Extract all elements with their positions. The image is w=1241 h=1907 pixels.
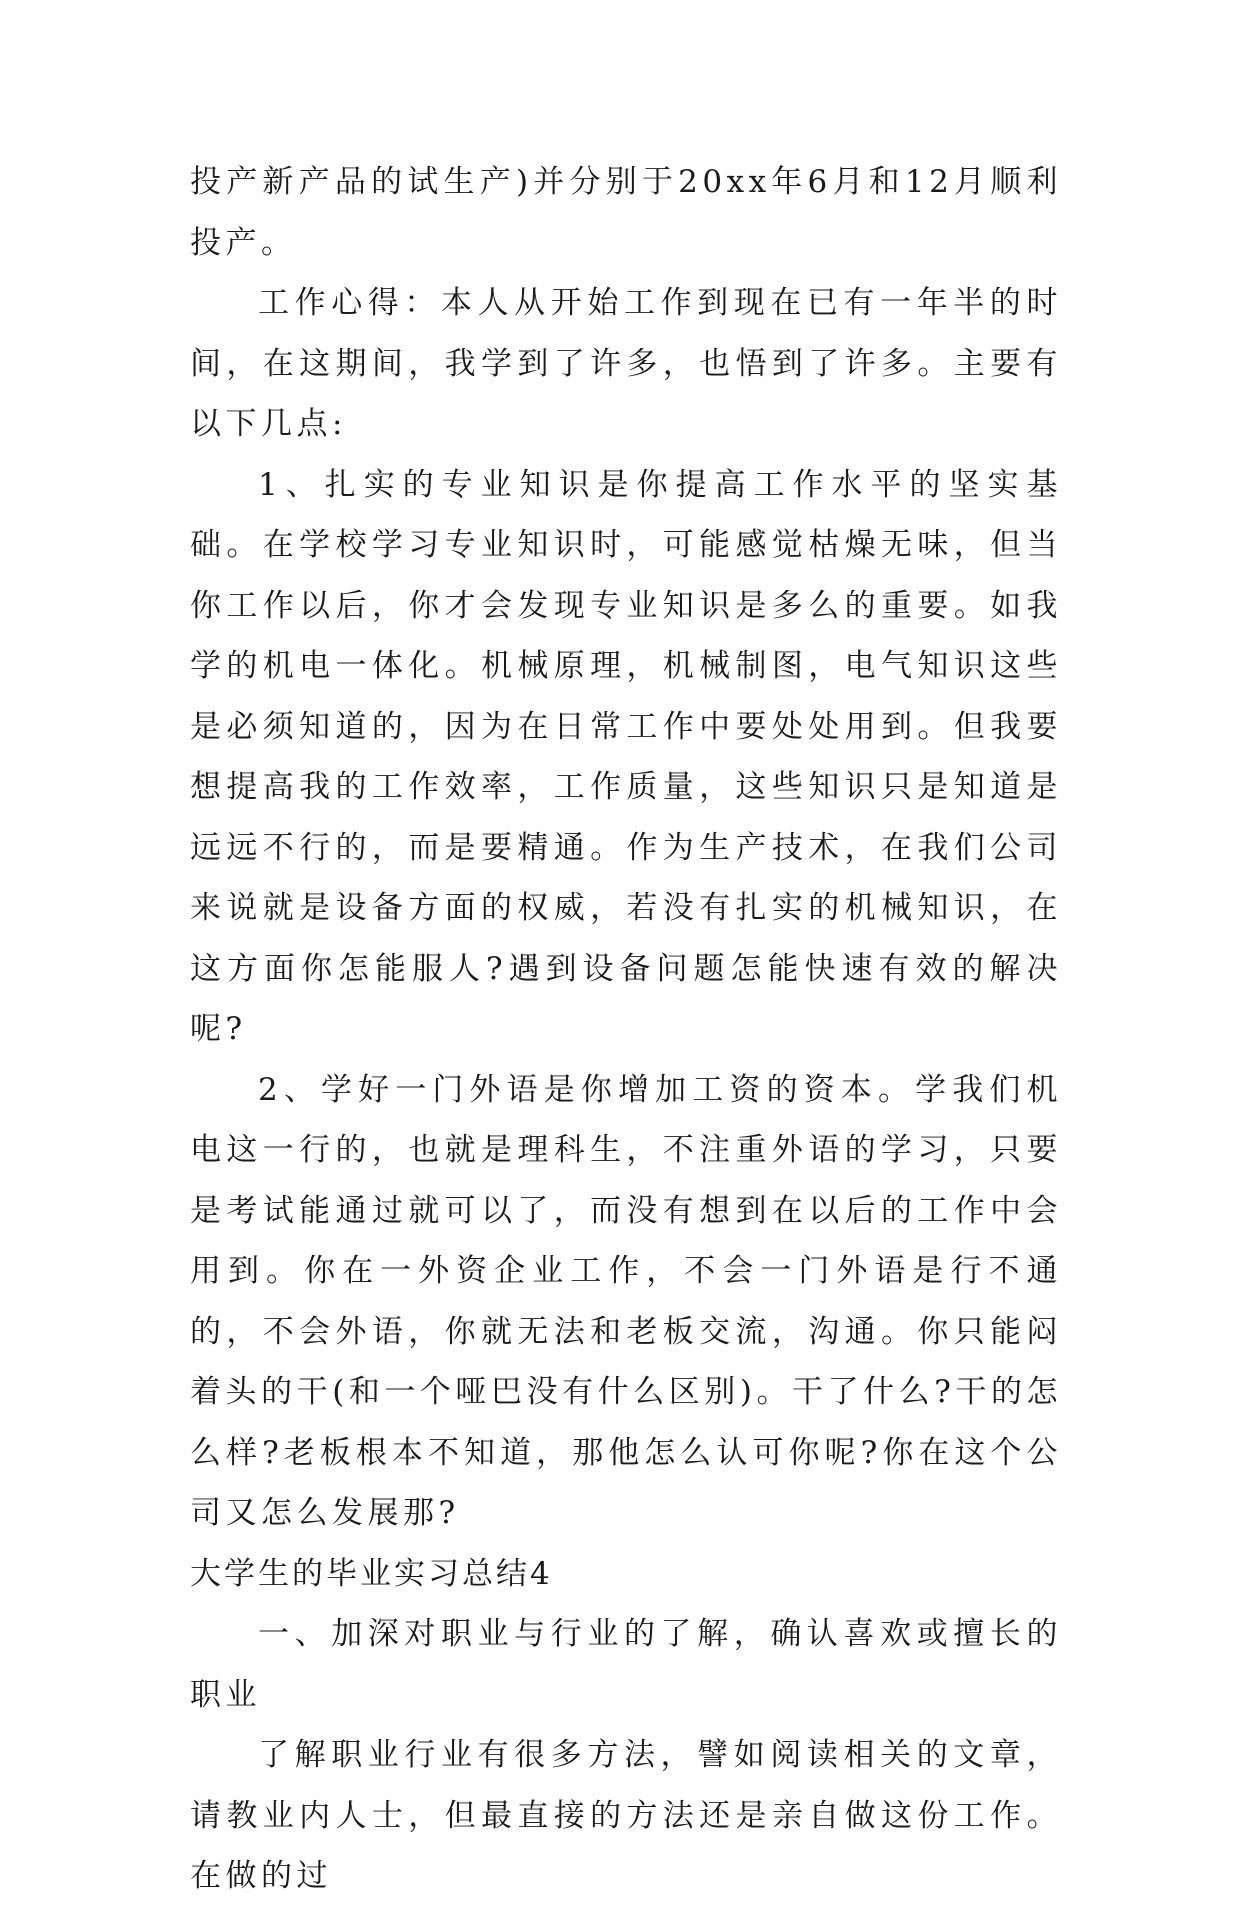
paragraph-point-1: 1、扎实的专业知识是你提高工作水平的坚实基础。在学校学习专业知识时，可能感觉枯燥无味，但当你工作以后，你才会发现专业知识是多么的重要。如我学的机电一体化。机械原理，机械制图，电气知识这些是必须知道的，因为在日常工作中要处处用到。但我要想提高我的工作效率，工作质量，这些知识只是知道是远远不行的，而是要精通。作为生产技术，在我们公司来说就是设备方面的权威，若没有扎实的机械知识，在这方面你怎能服人?遇到设备问题怎能快速有效的解决呢? (190, 466, 1062, 1047)
section-subheading: 一、加深对职业与行业的了解，确认喜欢或擅长的职业 (190, 1616, 1062, 1713)
paragraph-point-2: 2、学好一门外语是你增加工资的资本。学我们机电这一行的，也就是理科生，不注重外语的学习，只要是考试能通过就可以了，而没有想到在以后的工作中会用到。你在一外资企业工作，不会一门外语是行不通的，不会外语，你就无法和老板交流，沟通。你只能闷着头的干(和一个哑巴没有什么区别)。干了什么?干的怎么样?老板根本不知道，那他怎么认可你呢?你在这个公司又怎么发展那? (190, 1071, 1062, 1531)
paragraph-continuation: 投产新产品的试生产)并分别于20xx年6月和12月顺利投产。 (190, 164, 1062, 261)
paragraph-work-insights: 工作心得：本人从开始工作到现在已有一年半的时间，在这期间，我学到了许多，也悟到了许多。主要有以下几点: (190, 285, 1062, 442)
document-body (190, 152, 1062, 1907)
section-paragraph: 了解职业行业有很多方法，譬如阅读相关的文章，请教业内人士，但最直接的方法还是亲自做这份工作。在做的过 (190, 1737, 1062, 1894)
section-title: 大学生的毕业实习总结4 (190, 1555, 553, 1592)
